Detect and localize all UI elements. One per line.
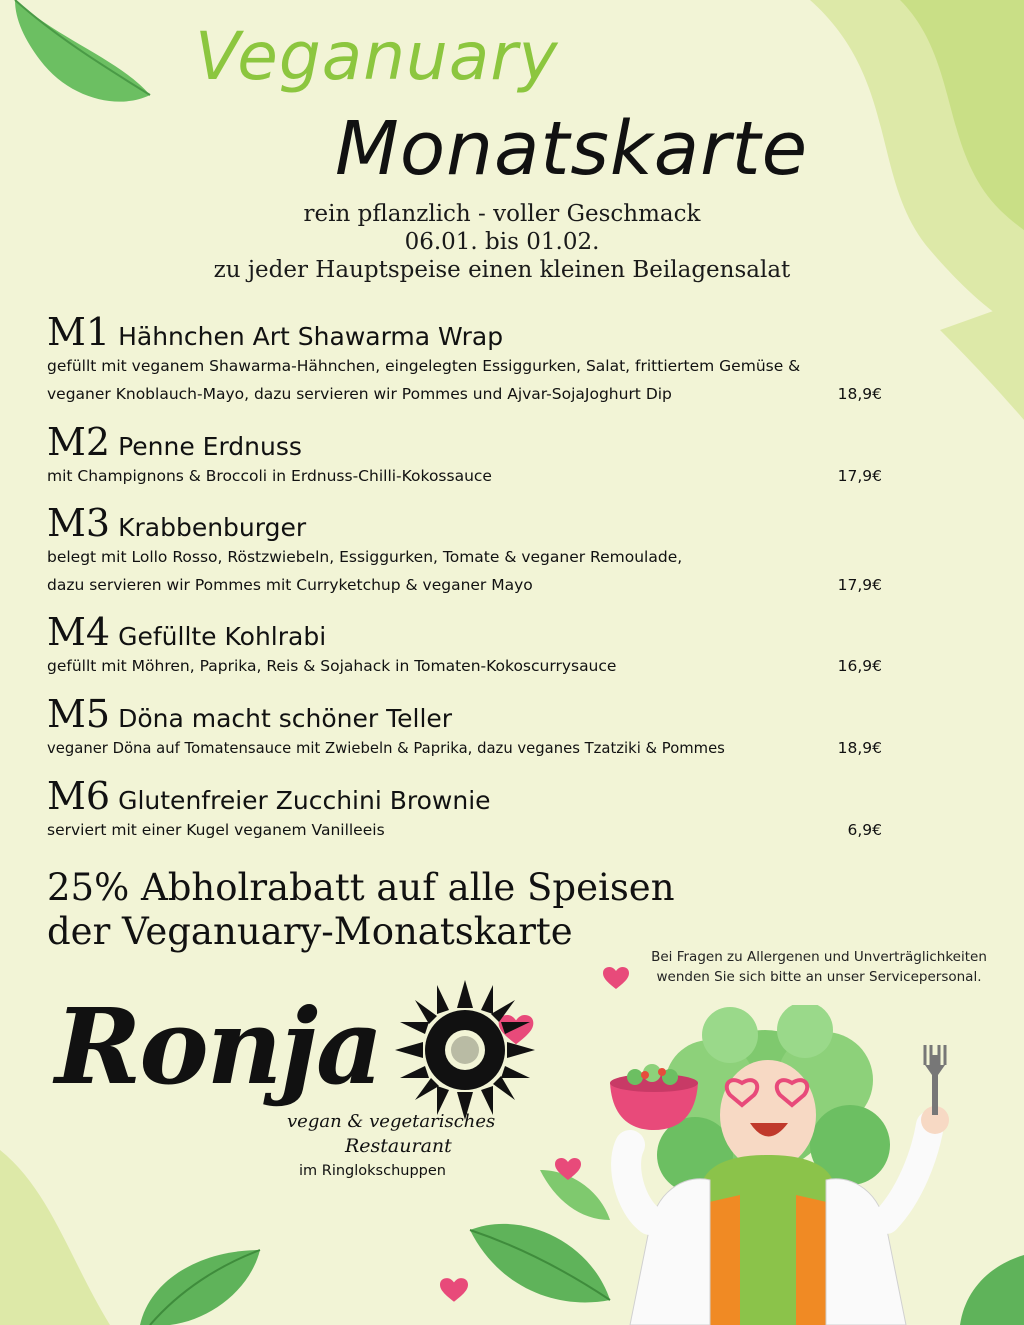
item-code: M3 — [47, 501, 111, 545]
heart-icon — [555, 1158, 581, 1182]
title-veganuary: Veganuary — [195, 18, 559, 95]
item-name: Gefüllte Kohlrabi — [118, 622, 327, 651]
menu-item-m1 — [47, 312, 882, 408]
date-range: 06.01. bis 01.02. — [404, 229, 600, 255]
item-description: gefüllt mit veganem Shawarma-Hähnchen, eingelegten Essiggurken, Salat, frittiertem Gemüse & — [47, 357, 801, 375]
allergen-line: Bei Fragen zu Allergenen und Unverträglichkeiten — [651, 949, 987, 965]
promo-line: 25% Abholrabatt auf alle Speisen — [47, 866, 675, 909]
item-name: Hähnchen Art Shawarma Wrap — [118, 322, 504, 351]
item-name: Döna macht schöner Teller — [118, 704, 453, 733]
item-code: M1 — [47, 310, 111, 354]
logo-name: Ronja — [55, 985, 382, 1108]
leaf-icon — [470, 1224, 610, 1303]
item-description: veganer Döna auf Tomatensauce mit Zwiebeln & Paprika, dazu veganes Tzatziki & Pommes — [47, 740, 725, 757]
item-description-row — [47, 380, 882, 408]
menu-item-m2 — [47, 422, 882, 490]
item-description: serviert mit einer Kugel veganem Vanilleeis — [47, 821, 385, 839]
item-description: veganer Knoblauch-Mayo, dazu servieren wir Pommes und Ajvar-SojaJoghurt Dip — [47, 385, 672, 403]
leaf-icon — [140, 1250, 260, 1325]
promo-line: der Veganuary-Monatskarte — [47, 910, 573, 953]
item-description: dazu servieren wir Pommes mit Curryketchup & veganer Mayo — [47, 576, 533, 594]
heart-icon — [440, 1278, 468, 1304]
item-price: 18,9€ — [837, 385, 882, 403]
salad-note: zu jeder Hauptspeise einen kleinen Beilagensalat — [213, 257, 791, 283]
logo-restaurant: Restaurant — [345, 1135, 452, 1157]
item-price: 18,9€ — [837, 739, 882, 757]
item-description-row — [47, 462, 882, 490]
sunflower-icon — [395, 980, 535, 1120]
item-code: M6 — [47, 774, 111, 818]
restaurant-logo — [55, 985, 496, 1179]
item-price: 17,9€ — [837, 467, 882, 485]
menu-item-m3 — [47, 503, 882, 599]
item-name: Glutenfreier Zucchini Brownie — [118, 786, 491, 815]
menu-item-m6 — [47, 776, 882, 844]
logo-tagline: vegan & vegetarisches — [287, 1111, 496, 1132]
item-price: 17,9€ — [837, 576, 882, 594]
item-description: belegt mit Lollo Rosso, Röstzwiebeln, Essiggurken, Tomate & veganer Remoulade, — [47, 548, 683, 566]
chef-illustration — [590, 1005, 1020, 1325]
heart-icon — [603, 967, 629, 991]
item-description: gefüllt mit Möhren, Paprika, Reis & Sojahack in Tomaten-Kokoscurrysauce — [47, 657, 617, 675]
tagline: rein pflanzlich - voller Geschmack — [303, 201, 701, 227]
menu-item-m4 — [47, 612, 882, 680]
title-monatskarte: Monatskarte — [335, 106, 809, 192]
menu-item-m5 — [47, 694, 882, 763]
allergen-note — [620, 947, 1018, 987]
item-description: mit Champignons & Broccoli in Erdnuss-Chilli-Kokossauce — [47, 467, 492, 485]
item-code: M4 — [47, 610, 111, 654]
item-code: M5 — [47, 692, 111, 736]
pickup-discount — [47, 866, 675, 954]
item-description-row — [47, 734, 882, 763]
item-price: 6,9€ — [847, 821, 882, 839]
logo-location: im Ringlokschuppen — [299, 1163, 446, 1179]
item-description-row — [47, 571, 882, 599]
item-description-row — [47, 652, 882, 680]
item-description-row — [47, 816, 882, 844]
item-name: Krabbenburger — [118, 513, 307, 542]
item-price: 16,9€ — [837, 657, 882, 675]
item-code: M2 — [47, 420, 111, 464]
allergen-line: wenden Sie sich bitte an unser Servicepersonal. — [656, 969, 982, 985]
item-name: Penne Erdnuss — [118, 432, 302, 461]
leaf-icon — [15, 0, 150, 102]
